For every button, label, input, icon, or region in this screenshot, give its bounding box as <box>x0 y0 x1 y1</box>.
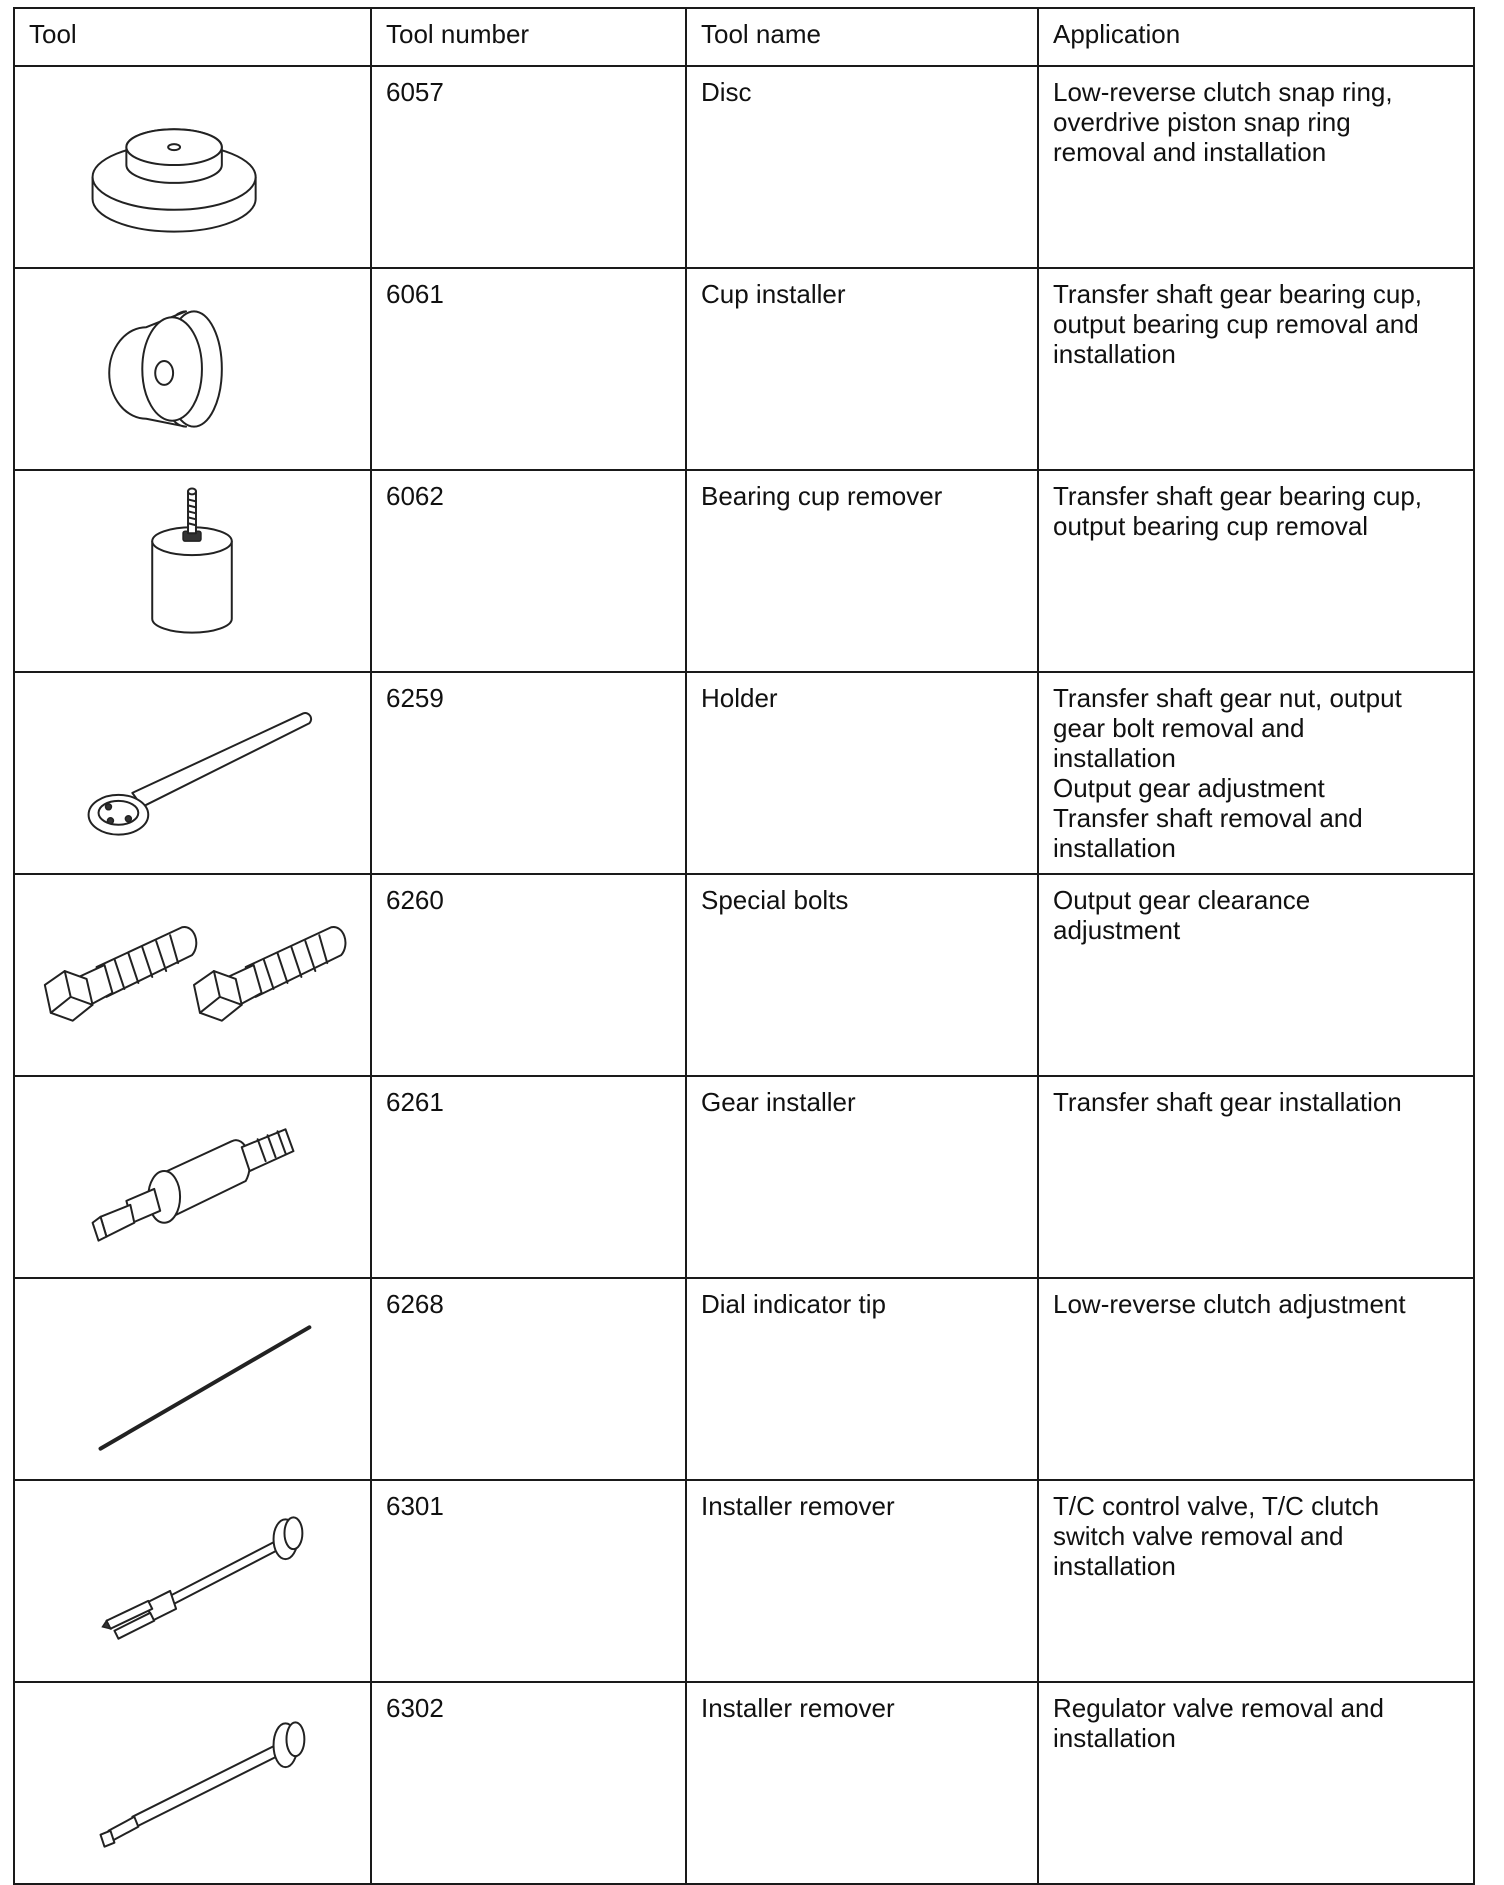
tool-image-cell <box>14 874 371 1076</box>
table-row <box>14 1480 1474 1682</box>
installer-remover-icon <box>15 1481 370 1681</box>
tool-name: Installer remover <box>686 1682 1038 1884</box>
table-row <box>14 470 1474 672</box>
tool-application: Transfer shaft gear bearing cup, output bearing cup removal and installation <box>1038 268 1474 470</box>
tool-application: Low-reverse clutch adjustment <box>1038 1278 1474 1480</box>
tool-number: 6062 <box>371 470 686 672</box>
tool-image-cell <box>14 672 371 874</box>
tool-image-cell <box>14 470 371 672</box>
tool-name: Cup installer <box>686 268 1038 470</box>
table-row <box>14 672 1474 874</box>
header-tool: Tool <box>14 8 371 66</box>
cup-installer-icon <box>15 269 370 469</box>
tool-application: Transfer shaft gear installation <box>1038 1076 1474 1278</box>
tool-number: 6261 <box>371 1076 686 1278</box>
tool-number: 6259 <box>371 672 686 874</box>
tool-application: Output gear clearance adjustment <box>1038 874 1474 1076</box>
tool-application: Transfer shaft gear bearing cup, output bearing cup removal <box>1038 470 1474 672</box>
bearing-cup-remover-icon <box>15 471 370 671</box>
tool-name: Gear installer <box>686 1076 1038 1278</box>
tool-name: Bearing cup remover <box>686 470 1038 672</box>
tool-image-cell <box>14 66 371 268</box>
disc-icon <box>15 67 370 267</box>
installer-remover-icon <box>15 1683 370 1883</box>
tool-number: 6301 <box>371 1480 686 1682</box>
tool-number: 6268 <box>371 1278 686 1480</box>
tool-application: T/C control valve, T/C clutch switch valve removal and installation <box>1038 1480 1474 1682</box>
table-row <box>14 1682 1474 1884</box>
tool-application: Transfer shaft gear nut, output gear bolt removal and installation Output gear adjustment Transfer shaft removal and installation <box>1038 672 1474 874</box>
table-row <box>14 1076 1474 1278</box>
header-tool-number: Tool number <box>371 8 686 66</box>
table-row <box>14 874 1474 1076</box>
table-row <box>14 268 1474 470</box>
tool-name: Dial indicator tip <box>686 1278 1038 1480</box>
tool-name: Installer remover <box>686 1480 1038 1682</box>
header-row <box>14 8 1474 66</box>
holder-wrench-icon <box>15 673 370 873</box>
table-row <box>14 66 1474 268</box>
tool-number: 6302 <box>371 1682 686 1884</box>
tool-number: 6061 <box>371 268 686 470</box>
tool-name: Disc <box>686 66 1038 268</box>
tool-application: Regulator valve removal and installation <box>1038 1682 1474 1884</box>
dial-indicator-tip-icon <box>15 1279 370 1479</box>
header-application: Application <box>1038 8 1474 66</box>
tool-number: 6260 <box>371 874 686 1076</box>
table-row <box>14 1278 1474 1480</box>
special-tools-table <box>13 7 1475 1885</box>
special-bolts-icon <box>15 875 370 1075</box>
tool-image-cell <box>14 1480 371 1682</box>
tool-image-cell <box>14 1682 371 1884</box>
tool-name: Holder <box>686 672 1038 874</box>
tool-name: Special bolts <box>686 874 1038 1076</box>
tool-image-cell <box>14 268 371 470</box>
tool-image-cell <box>14 1278 371 1480</box>
header-tool-name: Tool name <box>686 8 1038 66</box>
tool-number: 6057 <box>371 66 686 268</box>
gear-installer-icon <box>15 1077 370 1277</box>
tool-application: Low-reverse clutch snap ring, overdrive piston snap ring removal and installation <box>1038 66 1474 268</box>
tool-image-cell <box>14 1076 371 1278</box>
